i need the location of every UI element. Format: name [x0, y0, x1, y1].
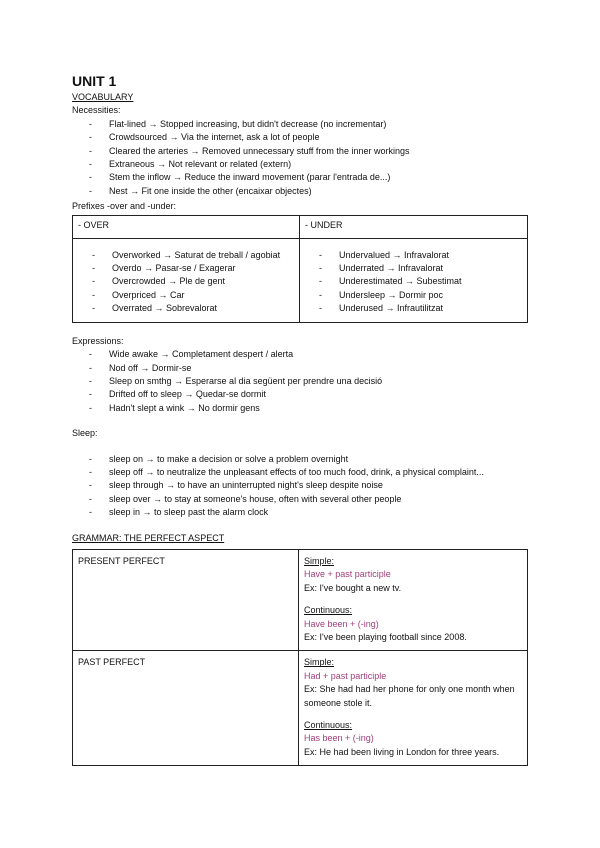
sleep-heading: Sleep:: [72, 428, 98, 439]
expressions-heading: Expressions:: [72, 335, 124, 346]
list-item: - Underused → Infrautilitzat: [319, 302, 522, 315]
expressions-list: [72, 348, 528, 415]
list-item: - Nod off → Dormir-se: [89, 362, 528, 375]
continuous-form: Have been + (-ing): [304, 618, 379, 629]
simple-form: Had + past participle: [304, 670, 387, 681]
table-row: [73, 651, 528, 766]
list-item: - Overrated → Sobrevalorat: [92, 302, 294, 315]
under-header: - UNDER: [300, 215, 528, 238]
continuous-example: Ex: He had been living in London for three years.: [304, 746, 500, 757]
tense-forms: [299, 549, 528, 650]
tense-name: PAST PERFECT: [73, 651, 299, 766]
tense-forms: [299, 651, 528, 766]
list-item: - sleep off → to neutralize the unpleasant effects of too much food, drink, a physical complaint...: [89, 466, 528, 479]
unit-title: UNIT 1: [72, 73, 117, 89]
list-item: - Stem the inflow → Reduce the inward movement (parar l'entrada de...): [89, 171, 528, 184]
necessities-heading: Necessities:: [72, 105, 121, 116]
simple-label: Simple:: [304, 555, 335, 566]
over-header: - OVER: [73, 215, 300, 238]
under-cell: [300, 238, 528, 322]
grammar-table: [72, 549, 528, 766]
list-item: - Hadn't slept a wink → No dormir gens: [89, 402, 528, 415]
list-item: - Undersleep → Dormir poc: [319, 289, 522, 302]
list-item: - Extraneous → Not relevant or related (extern): [89, 158, 528, 171]
under-list: [305, 249, 522, 316]
continuous-form: Has been + (-ing): [304, 733, 374, 744]
simple-label: Simple:: [304, 657, 335, 668]
list-item: - Overpriced → Car: [92, 289, 294, 302]
continuous-example: Ex: I've been playing football since 2008.: [304, 632, 467, 642]
list-item: - Sleep on smthg → Esperarse al dia següent per prendre una decisió: [89, 375, 528, 388]
sleep-list: [72, 453, 528, 520]
over-cell: [73, 238, 300, 322]
list-item: - Wide awake → Completament despert / alerta: [89, 348, 528, 361]
list-item: - Underestimated → Subestimat: [319, 275, 522, 288]
simple-form: Have + past participle: [304, 569, 391, 580]
list-item: - sleep in → to sleep past the alarm clock: [89, 506, 528, 519]
list-item: - Overdo → Pasar-se / Exagerar: [92, 262, 294, 275]
simple-example: Ex: I've bought a new tv.: [304, 582, 402, 593]
list-item: - Overworked → Saturat de treball / agobiat: [92, 249, 294, 262]
list-item: - Flat-lined → Stopped increasing, but didn't decrease (no incrementar): [89, 118, 528, 131]
list-item: - Underrated → Infravalorat: [319, 262, 522, 275]
list-item: - Cleared the arteries → Removed unnecessary stuff from the inner workings: [89, 145, 528, 158]
continuous-label: Continuous:: [304, 605, 353, 616]
list-item: - sleep over → to stay at someone's house, often with several other people: [89, 493, 528, 506]
list-item: - Nest → Fit one inside the other (encaixar objectes): [89, 185, 528, 198]
list-item: - sleep through → to have an uninterrupted night's sleep despite noise: [89, 479, 528, 492]
simple-example: Ex: She had had her phone for only one month when someone stole it.: [304, 684, 515, 708]
vocabulary-heading: VOCABULARY: [72, 92, 134, 102]
list-item: - Crowdsourced → Via the internet, ask a lot of people: [89, 131, 528, 144]
grammar-heading: GRAMMAR: THE PERFECT ASPECT: [72, 532, 225, 543]
tense-name: PRESENT PERFECT: [73, 549, 299, 650]
list-item: - sleep on → to make a decision or solve a problem overnight: [89, 453, 528, 466]
over-list: [78, 249, 294, 316]
list-item: - Undervalued → Infravalorat: [319, 249, 522, 262]
prefixes-heading: Prefixes -over and -under:: [72, 201, 177, 212]
table-row: [73, 549, 528, 650]
prefixes-table: [72, 215, 528, 323]
continuous-label: Continuous:: [304, 720, 353, 731]
list-item: - Overcrowded → Ple de gent: [92, 275, 294, 288]
necessities-list: [72, 118, 528, 198]
list-item: - Drifted off to sleep → Quedar-se dormit: [89, 388, 528, 401]
